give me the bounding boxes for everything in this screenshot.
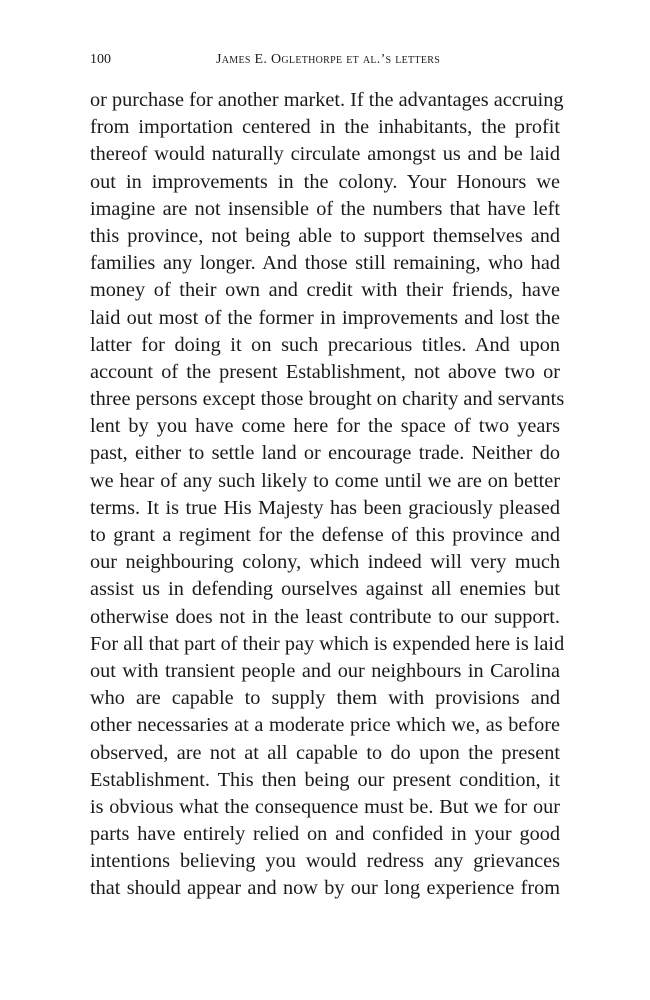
text-line: observed, are not at all capable to do upon the present: [90, 741, 560, 764]
text-line: from importation centered in the inhabitants, the profit: [90, 116, 560, 139]
running-header: [90, 50, 560, 70]
text-line: laid out most of the former in improvements and lost the: [90, 306, 560, 329]
text-line: terms. It is true His Majesty has been graciously pleased: [90, 496, 560, 519]
text-line: out in improvements in the colony. Your Honours we: [90, 170, 560, 193]
text-line: our neighbouring colony, which indeed will very much: [90, 551, 560, 574]
text-line: out with transient people and our neighbours in Carolina: [90, 659, 560, 682]
text-line: thereof would naturally circulate amongst us and be laid: [90, 143, 560, 166]
text-line: Establishment. This then being our present condition, it: [90, 768, 560, 791]
text-line: For all that part of their pay which is expended here is laid: [90, 632, 565, 655]
text-line: or purchase for another market. If the advantages accruing: [90, 89, 564, 111]
text-line: other necessaries at a moderate price which we, as before: [90, 714, 560, 737]
page-number: 100: [90, 52, 111, 67]
text-line: to grant a regiment for the defense of this province and: [90, 524, 560, 546]
text-line: money of their own and credit with their friends, have: [90, 279, 560, 302]
text-line: account of the present Establishment, not above two or: [90, 360, 560, 383]
text-line: three persons except those brought on charity and servants: [90, 388, 565, 411]
body-paragraph: [90, 87, 565, 903]
text-line: past, either to settle land or encourage trade. Neither do: [90, 442, 560, 465]
text-line: that should appear and now by our long experience from: [90, 877, 560, 900]
text-line: latter for doing it on such precarious titles. And upon: [90, 333, 560, 356]
text-line: this province, not being able to support themselves and: [90, 224, 560, 247]
text-line: we hear of any such likely to come until we are on better: [90, 469, 560, 492]
text-line: assist us in defending ourselves against all enemies but: [90, 578, 560, 601]
text-line: imagine are not insensible of the numbers that have left: [90, 197, 560, 220]
text-line: is obvious what the consequence must be. But we for our: [90, 795, 560, 818]
running-title: James E. Oglethorpe et al.’s letters: [216, 52, 441, 67]
text-line: intentions believing you would redress any grievances: [90, 850, 560, 873]
text-line: who are capable to supply them with provisions and: [90, 687, 560, 710]
text-line: parts have entirely relied on and confided in your good: [90, 823, 560, 846]
text-line: families any longer. And those still remaining, who had: [90, 252, 560, 275]
text-line: otherwise does not in the least contribute to our support.: [90, 605, 560, 628]
text-line: lent by you have come here for the space of two years: [90, 415, 560, 438]
